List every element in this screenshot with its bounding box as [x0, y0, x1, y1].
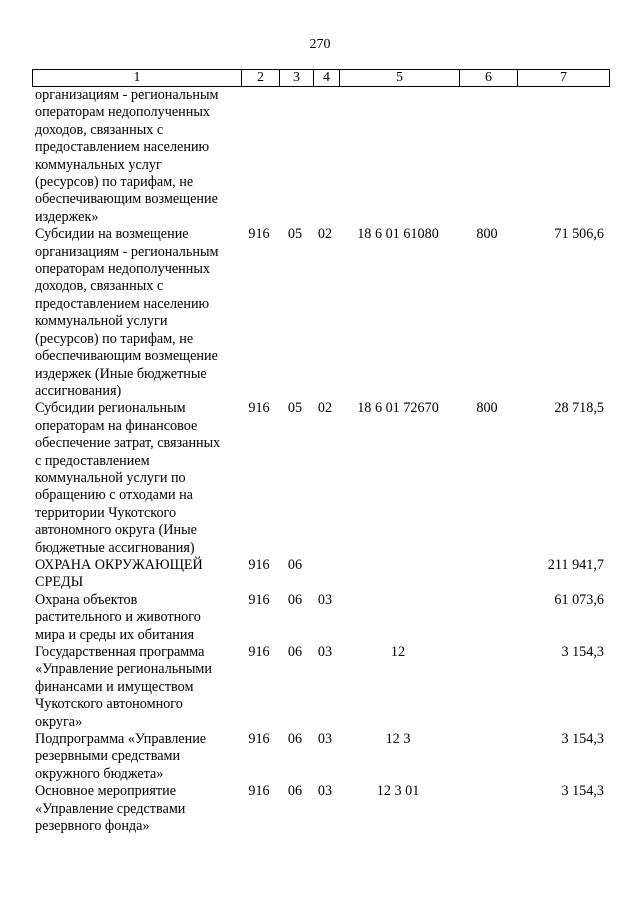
table-row	[32, 783, 610, 835]
row-col-3: 06	[287, 783, 303, 800]
table-row	[32, 557, 610, 592]
table-header	[32, 69, 610, 87]
table-row	[32, 592, 610, 644]
table-body	[32, 87, 610, 835]
row-col-4: 02	[317, 400, 333, 417]
row-col-4: 03	[317, 644, 333, 660]
row-col-7: 3 154,3	[561, 644, 604, 660]
row-col-7: 3 154,3	[561, 783, 604, 800]
row-col-3: 06	[287, 556, 303, 573]
row-col-5: 18 6 01 61080	[357, 226, 439, 243]
row-col-5: 18 6 01 72670	[357, 400, 439, 417]
table-row	[32, 226, 610, 400]
row-col-3: 06	[287, 591, 303, 608]
row-name: Подпрограмма «Управление резервными средствами окружного бюджета»	[35, 731, 207, 782]
row-col-7: 28 718,5	[554, 400, 604, 417]
table-row	[32, 87, 610, 226]
header-col-7: 7	[560, 70, 567, 85]
row-col-2: 916	[248, 556, 270, 573]
header-col-5: 5	[340, 70, 460, 86]
header-col-2: 2	[242, 70, 280, 86]
row-col-7: 211 941,7	[547, 556, 604, 573]
row-col-3: 06	[287, 731, 303, 748]
row-name: Субсидии региональным операторам на финансовое обеспечение затрат, связанных с предоставлением коммунальной услуги по обращению с отходами на территории Чукотского автономного округа (Иные бюджетные ассигнования)	[35, 400, 221, 556]
row-col-2: 916	[248, 731, 270, 748]
header-col-3: 3	[280, 70, 314, 86]
row-col-7: 71 506,6	[554, 226, 604, 243]
row-col-5: 12 3 01	[376, 783, 420, 800]
row-col-6: 800	[476, 226, 498, 243]
row-col-2: 916	[248, 591, 270, 608]
row-col-5: 12	[390, 644, 406, 660]
row-name: Субсидии на возмещение организациям - региональным операторам недополученных доходов, связанных с предоставлением населению коммунальной услуги (ресурсов) по тарифам, не обеспечивающим возмещение издержек (Иные бюджетные ассигнования)	[35, 226, 219, 399]
row-col-4: 02	[317, 226, 333, 243]
row-col-2: 916	[248, 226, 270, 243]
table-row	[32, 644, 610, 731]
row-col-2: 916	[248, 400, 270, 417]
table-row	[32, 731, 610, 783]
row-col-7: 3 154,3	[561, 731, 604, 748]
row-col-3: 06	[287, 644, 303, 660]
header-col-6: 6	[460, 70, 518, 86]
row-col-2: 916	[248, 783, 270, 800]
header-col-4: 4	[314, 70, 340, 86]
table-row	[32, 400, 610, 557]
row-name: Основное мероприятие «Управление средствами резервного фонда»	[35, 783, 186, 835]
row-col-3: 05	[287, 226, 303, 243]
header-col-1: 1	[33, 70, 242, 86]
row-col-7: 61 073,6	[554, 591, 604, 608]
row-name: Государственная программа «Управление региональными финансами и имуществом Чукотского автономного округа»	[35, 644, 212, 730]
row-col-2: 916	[248, 644, 270, 660]
page-number: 270	[309, 37, 331, 52]
row-col-3: 05	[287, 400, 303, 417]
row-col-6: 800	[476, 400, 498, 417]
row-name: Охрана объектов растительного и животного мира и среды их обитания	[35, 591, 201, 643]
row-col-4: 03	[317, 591, 333, 608]
row-col-4: 03	[317, 783, 333, 800]
row-name: организациям - региональным операторам недополученных доходов, связанных с предоставлением населению коммунальных услуг (ресурсов) по тарифам, не обеспечивающим возмещение издержек»	[35, 87, 219, 225]
row-col-4: 03	[317, 731, 333, 748]
row-col-5: 12 3	[385, 731, 411, 748]
row-name: ОХРАНА ОКРУЖАЮЩЕЙ СРЕДЫ	[35, 556, 203, 591]
